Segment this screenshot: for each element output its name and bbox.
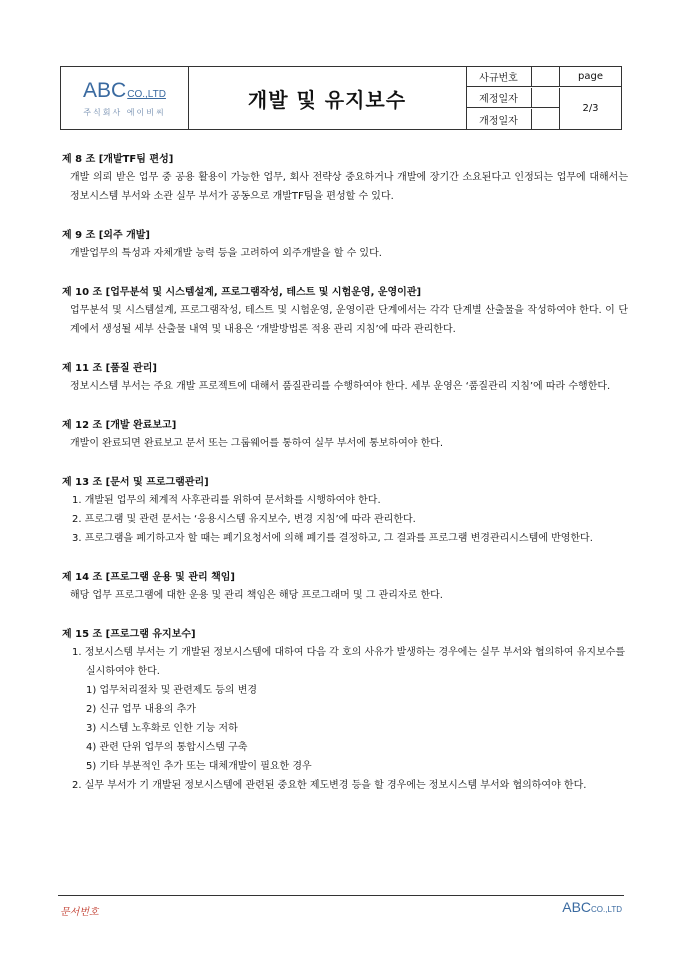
logo-abc: ABC xyxy=(83,79,127,102)
article-paragraph: 정보시스템 부서는 주요 개발 프로젝트에 대해서 품질관리를 수행하여야 한다. 세부 운영은 ‘품질관리 지침’에 따라 수행한다. xyxy=(70,381,611,392)
article-section xyxy=(62,285,628,339)
document-title: 개발 및 유지보수 xyxy=(188,67,467,129)
article-paragraph: 개발이 완료되면 완료보고 문서 또는 그룹웨어를 통하여 실무 부서에 통보하여야 한다. xyxy=(70,438,444,449)
document-body xyxy=(62,152,628,817)
article-list-item: 2. 실무 부서가 기 개발된 정보시스템에 관련된 중요한 제도변경 등을 할 경우에는 정보시스템 부서와 협의하여야 한다. xyxy=(72,780,587,791)
article-title: 제 11 조 [품질 관리] xyxy=(62,363,157,374)
article-list-item: 2. 프로그램 및 관련 문서는 ‘응용시스템 유지보수, 변경 지침’에 따라 관리한다. xyxy=(72,514,416,525)
article-title: 제 8 조 [개발TF팀 편성] xyxy=(62,154,174,165)
footer-logo xyxy=(562,899,622,917)
header-table xyxy=(60,66,622,130)
article-paragraph: 해당 업무 프로그램에 대한 운용 및 관리 책임은 해당 프로그래머 및 그 관리자로 한다. xyxy=(70,590,443,601)
article-title: 제 12 조 [개발 완료보고] xyxy=(62,420,177,431)
article-title: 제 13 조 [문서 및 프로그램관리] xyxy=(62,477,209,488)
article-section xyxy=(62,228,628,263)
article-title: 제 10 조 [업무분석 및 시스템설계, 프로그램작성, 테스트 및 시험운영, 운영이관] xyxy=(62,287,422,298)
footer-divider xyxy=(58,895,624,896)
article-paragraph: 개발업무의 특성과 자체개발 능력 등을 고려하여 외주개발을 할 수 있다. xyxy=(70,248,382,259)
company-logo xyxy=(61,67,189,129)
footer-logo-abc: ABC xyxy=(562,899,592,915)
article-sub-item: 2) 신규 업무 내용의 추가 xyxy=(86,704,196,715)
article-sub-item: 3) 시스템 노후화로 인한 기능 저하 xyxy=(86,723,238,734)
article-section xyxy=(62,570,628,605)
page-number: 2/3 xyxy=(559,88,621,129)
article-list-item: 1. 개발된 업무의 체계적 사후관리를 위하여 문서화를 시행하여야 한다. xyxy=(72,495,381,506)
article-list-item: 3. 프로그램을 폐기하고자 할 때는 폐기요청서에 의해 폐기를 결정하고, 그 결과를 프로그램 변경관리시스템에 반영한다. xyxy=(72,533,593,544)
article-sub-item: 5) 기타 부분적인 추가 또는 대체개발이 필요한 경우 xyxy=(86,761,312,772)
article-section xyxy=(62,361,628,396)
article-sub-item: 4) 관련 단위 업무의 통합시스템 구축 xyxy=(86,742,248,753)
label-rule-number: 사규번호 xyxy=(466,67,532,87)
article-paragraph: 개발 의뢰 받은 업무 중 공용 활용이 가능한 업무, 회사 전략상 중요하거나 개발에 장기간 소요된다고 인정되는 업무에 대해서는 정보시스템 부서와 소관 실무 부서가 공동으로 개발TF팀을 편성할 수 있다. xyxy=(70,172,628,202)
article-list-item: 1. 정보시스템 부서는 기 개발된 정보시스템에 대하여 다음 각 호의 사유가 발생하는 경우에는 실무 부서와 협의하여 유지보수를 실시하여야 한다. xyxy=(72,647,626,677)
article-title: 제 15 조 [프로그램 유지보수] xyxy=(62,629,196,640)
article-paragraph: 업무분석 및 시스템설계, 프로그램작성, 테스트 및 시험운영, 운영이관 단계에서는 각각 단계별 산출물을 작성하여야 한다. 이 단계에서 생성될 세부 산출물 내역 및 내용은 ‘개발방법론 적용 관리 지침’에 따라 관리한다. xyxy=(70,305,628,335)
article-section xyxy=(62,627,628,795)
page-label: page xyxy=(559,67,621,87)
label-revised-date: 개정일자 xyxy=(466,109,532,129)
article-title: 제 14 조 [프로그램 운용 및 관리 책임] xyxy=(62,572,236,583)
article-section xyxy=(62,475,628,548)
article-section xyxy=(62,152,628,206)
article-sub-item: 1) 업무처리절차 및 관련제도 등의 변경 xyxy=(86,685,258,696)
logo-subtitle: 주식회사 에이비씨 xyxy=(83,108,166,117)
logo-co: CO.,LTD xyxy=(127,89,166,100)
article-section xyxy=(62,418,628,453)
footer-doc-number: 문서번호 xyxy=(60,907,99,918)
footer-logo-co: CO.,LTD xyxy=(591,905,622,914)
label-established-date: 제정일자 xyxy=(466,88,532,108)
article-title: 제 9 조 [외주 개발] xyxy=(62,230,150,241)
